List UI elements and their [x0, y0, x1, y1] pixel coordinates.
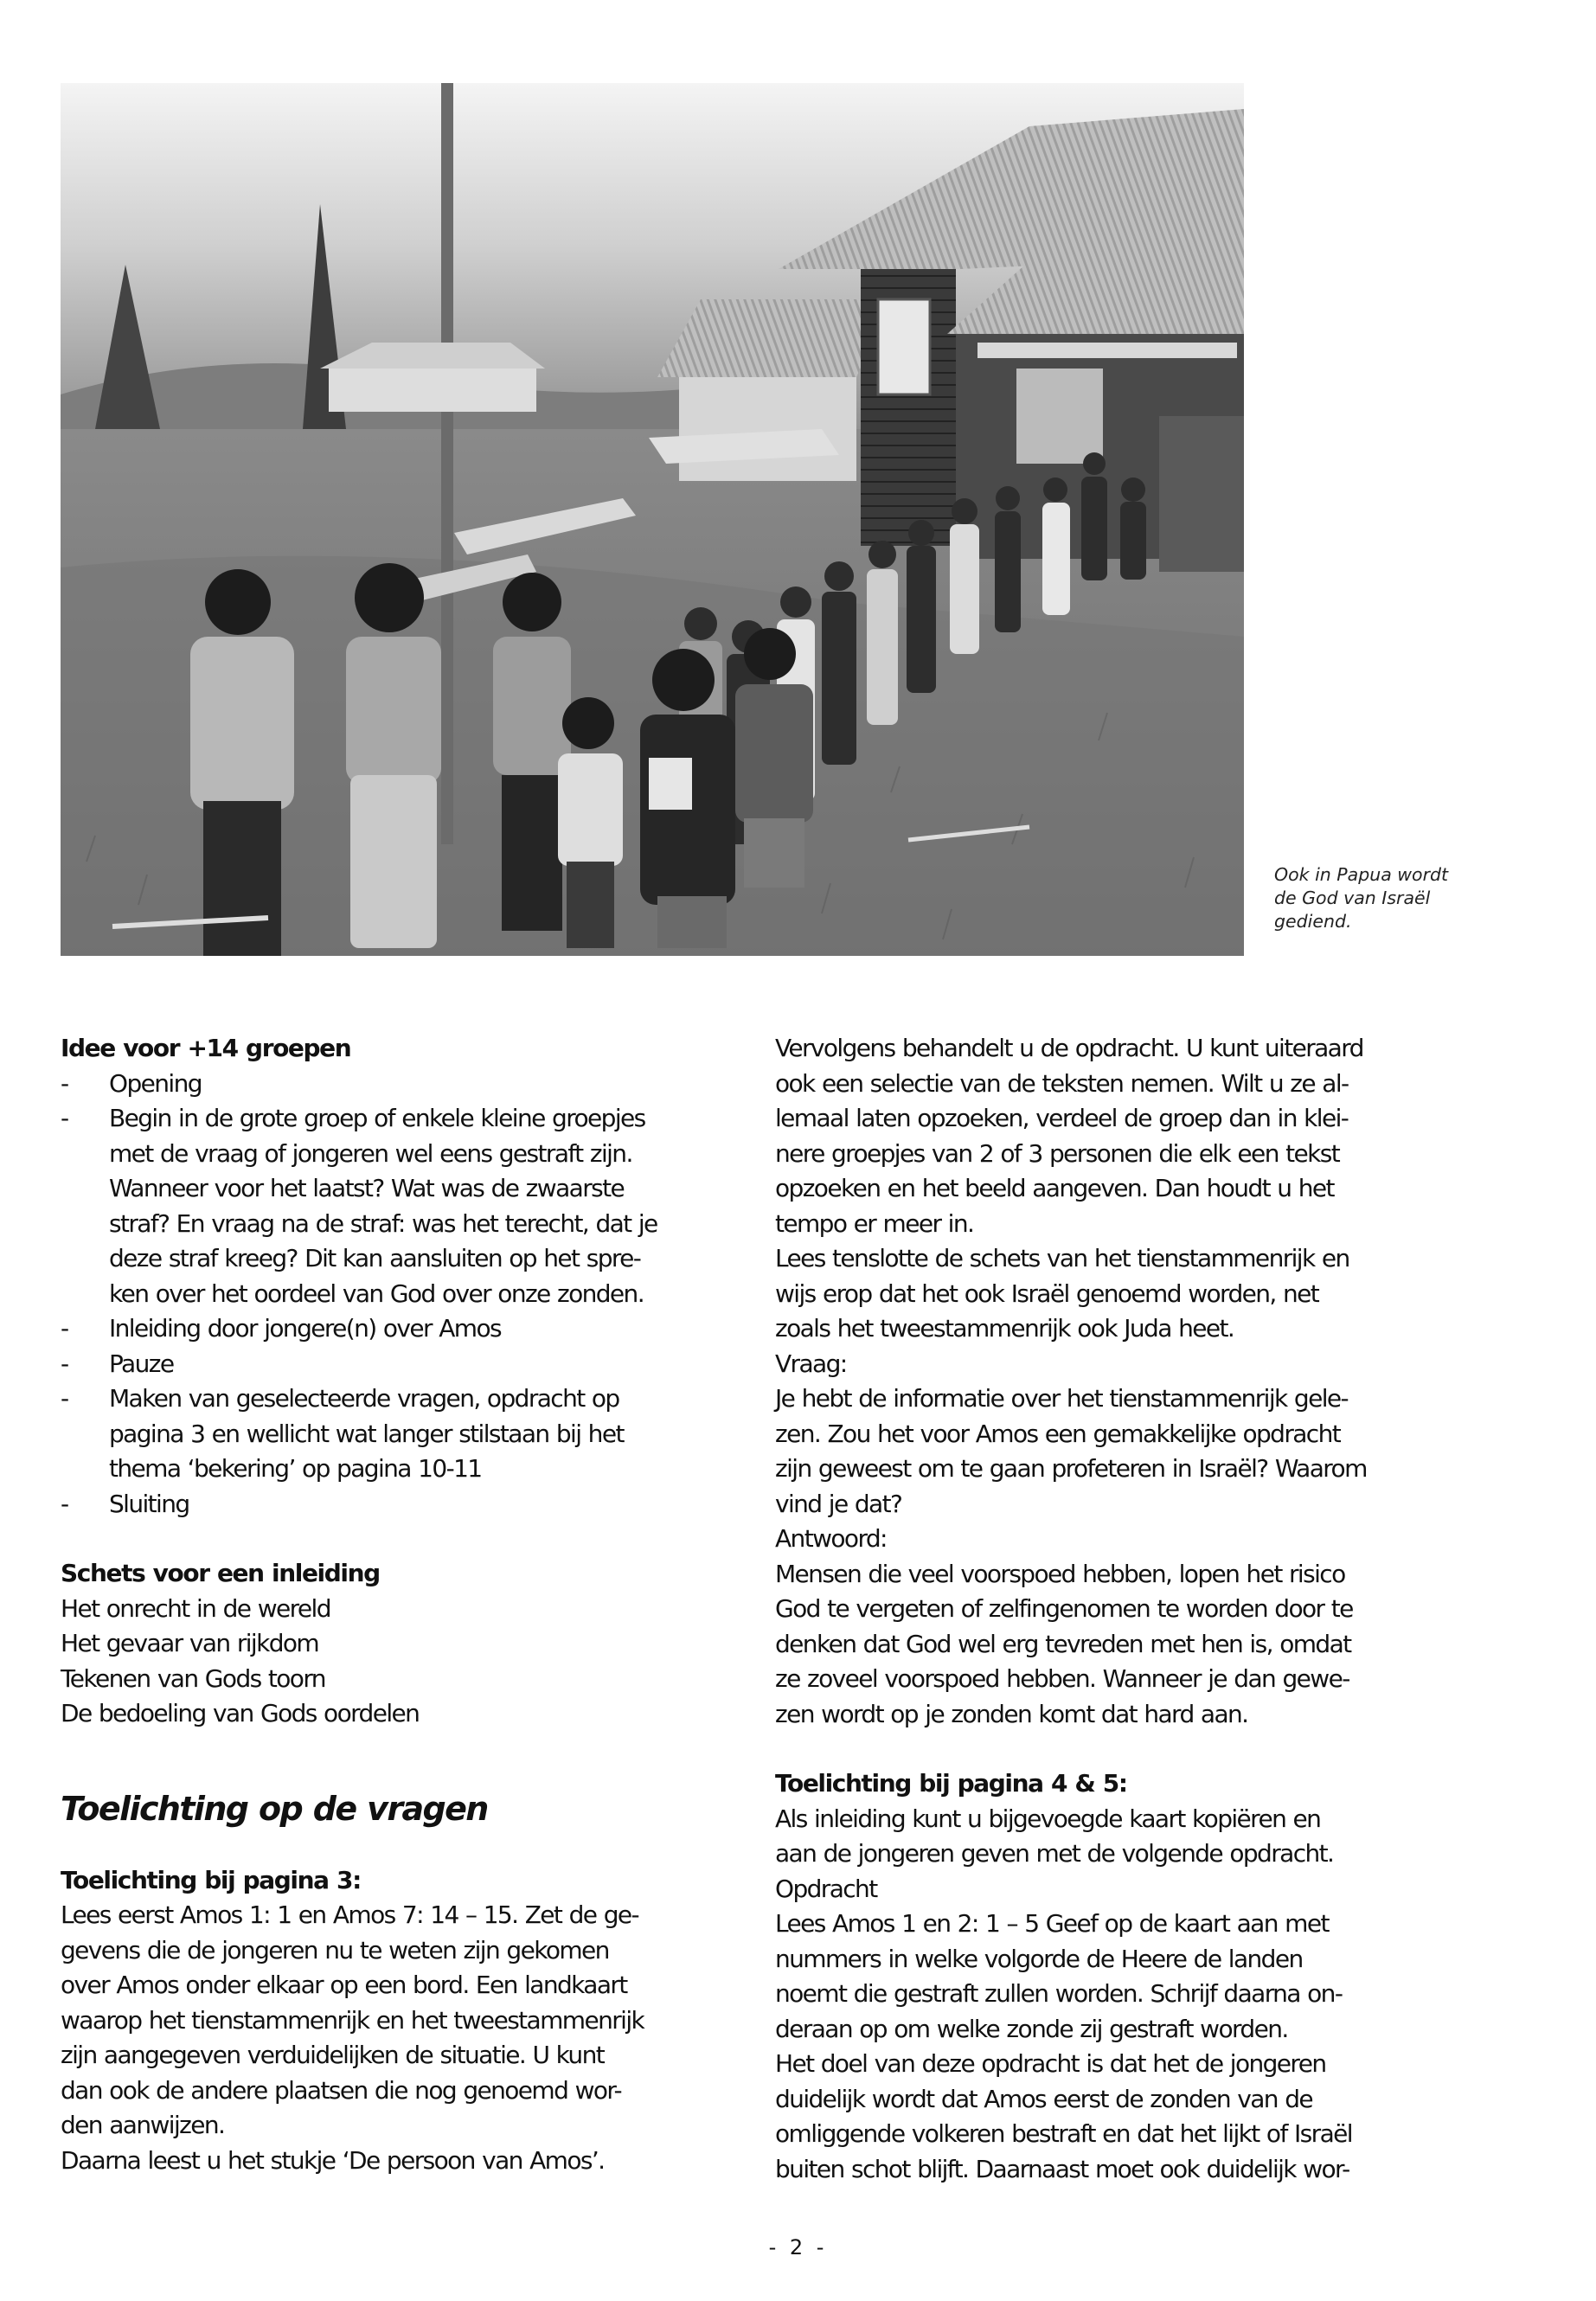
pagina45-heading: Toelichting bij pagina 4 & 5:: [775, 1769, 1127, 1798]
list-item: [61, 1487, 744, 1522]
list-item-text: Pauze: [109, 1349, 174, 1378]
paragraph-line: buiten schot blijft. Daarnaast moet ook duidelijk wor-: [775, 2154, 1349, 2183]
paragraph-line: Als inleiding kunt u bijgevoegde kaart kopiëren en: [775, 1804, 1321, 1833]
paragraph-line: Vervolgens behandelt u de opdracht. U kunt uiteraard: [775, 1034, 1363, 1062]
schets-line: Tekenen van Gods toorn: [61, 1663, 325, 1693]
bullet-dash: -: [61, 1314, 68, 1343]
left-column: [61, 1031, 744, 2178]
paragraph-line: zen. Zou het voor Amos een gemakkelijke opdracht: [775, 1419, 1341, 1448]
paragraph-line: noemt die gestraft zullen worden. Schrijf daarna on-: [775, 1979, 1343, 2008]
schets-line: Het onrecht in de wereld: [61, 1593, 330, 1623]
list-item: [61, 1101, 744, 1311]
veranda-rail: [1159, 416, 1244, 572]
list-item-text: Begin in de grote groep of enkele kleine groepjes: [109, 1104, 645, 1132]
paragraph-line: over Amos onder elkaar op een bord. Een landkaart: [61, 1971, 627, 1999]
right-column: [775, 1031, 1493, 2187]
paragraph-line: duidelijk wordt dat Amos eerst de zonden van de: [775, 2084, 1313, 2113]
paragraph-line: Daarna leest u het stukje ‘De persoon van Amos’.: [61, 2145, 605, 2175]
paragraph-line: gevens die de jongeren nu te weten zijn gekomen: [61, 1935, 609, 1965]
list-item-text: deze straf kreeg? Dit kan aansluiten op het spre-: [109, 1244, 641, 1272]
list-item-text: Maken van geselecteerde vragen, opdracht op: [109, 1384, 619, 1413]
list-item: [61, 1381, 744, 1487]
intro-text: [775, 1031, 1493, 1732]
pagina45-text: [775, 1802, 1493, 2188]
idee-list: [61, 1067, 744, 1522]
caption-line: gediend.: [1274, 911, 1352, 932]
list-item-text: Opening: [109, 1068, 202, 1098]
list-item-text: Inleiding door jongere(n) over Amos: [109, 1314, 501, 1343]
paragraph-line: Lees tenslotte de schets van het tienstammenrijk en: [775, 1244, 1349, 1272]
paragraph-line: Mensen die veel voorspoed hebben, lopen het risico: [775, 1559, 1345, 1588]
paragraph-line: waarop het tienstammenrijk en het tweestammenrijk: [61, 2005, 644, 2035]
wooden-pole: [441, 83, 453, 844]
paragraph-line: vind je dat?: [775, 1489, 902, 1518]
paragraph-line: omliggende volkeren bestraft en dat het lijkt of Israël: [775, 2119, 1352, 2148]
photo-caption: [1274, 863, 1534, 933]
paragraph-line: Je hebt de informatie over het tienstammenrijk gele-: [775, 1384, 1349, 1413]
paragraph-line: deraan op om welke zonde zij gestraft worden.: [775, 2014, 1288, 2043]
photo-illustration: [61, 83, 1244, 956]
page-number: - 2 -: [768, 2235, 828, 2259]
bullet-dash: -: [61, 1349, 68, 1378]
paragraph-line: Lees Amos 1 en 2: 1 – 5 Geef op de kaart aan met: [775, 1909, 1329, 1938]
opdracht-label: Opdracht: [775, 1874, 877, 1903]
answer-label: Antwoord:: [775, 1524, 887, 1553]
question-label: Vraag:: [775, 1349, 847, 1378]
paragraph-line: God te vergeten of zelfingenomen te worden door te: [775, 1594, 1353, 1623]
paragraph-line: zijn geweest om te gaan profeteren in Israël? Waarom: [775, 1454, 1367, 1483]
list-item: [61, 1347, 744, 1382]
paragraph-line: aan de jongeren geven met de volgende opdracht.: [775, 1839, 1334, 1868]
paragraph-line: dan ook de andere plaatsen die nog genoemd wor-: [61, 2075, 622, 2105]
idee-heading: Idee voor +14 groepen: [61, 1034, 351, 1062]
list-item-text: thema ‘bekering’ op pagina 10-11: [109, 1454, 482, 1483]
list-item: [61, 1311, 744, 1347]
paragraph-line: opzoeken en het beeld aangeven. Dan houdt u het: [775, 1174, 1334, 1202]
list-item-text: met de vraag of jongeren wel eens gestraft zijn.: [109, 1138, 632, 1168]
paragraph-line: lemaal laten opzoeken, verdeel de groep dan in klei-: [775, 1104, 1349, 1132]
list-item-text: ken over het oordeel van God over onze zonden.: [109, 1279, 644, 1308]
bullet-dash: -: [61, 1068, 68, 1098]
paragraph-line: denken dat God wel erg tevreden met hen is, omdat: [775, 1629, 1351, 1658]
list-item: [61, 1067, 744, 1102]
paragraph-line: nummers in welke volgorde de Heere de landen: [775, 1944, 1303, 1973]
paragraph-line: ook een selectie van de teksten nemen. Wilt u ze al-: [775, 1068, 1349, 1098]
paragraph-line: zoals het tweestammenrijk ook Juda heet.: [775, 1314, 1234, 1343]
schets-line: De bedoeling van Gods oordelen: [61, 1699, 420, 1727]
paragraph-line: zijn aangegeven verduidelijken de situatie. U kunt: [61, 2041, 605, 2069]
list-item-text: Sluiting: [109, 1489, 189, 1518]
pagina3-text: [61, 1898, 744, 2178]
paragraph-line: nere groepjes van 2 of 3 personen die elk een tekst: [775, 1138, 1340, 1168]
schets-heading: Schets voor een inleiding: [61, 1559, 380, 1587]
paragraph-line: Lees eerst Amos 1: 1 en Amos 7: 14 – 15. Zet de ge-: [61, 1900, 639, 1929]
list-item-text: straf? En vraag na de straf: was het terecht, dat je: [109, 1208, 657, 1238]
paragraph-line: wijs erop dat het ook Israël genoemd worden, net: [775, 1279, 1319, 1308]
paragraph-line: ze zoveel voorspoed hebben. Wanneer je dan gewe-: [775, 1664, 1349, 1693]
schets-line: Het gevaar van rijkdom: [61, 1629, 319, 1657]
paragraph-line: zen wordt op je zonden komt dat hard aan.: [775, 1699, 1248, 1728]
photo: [61, 83, 1244, 956]
bullet-dash: -: [61, 1384, 68, 1413]
list-item-text: pagina 3 en wellicht wat langer stilstaan bij het: [109, 1419, 624, 1448]
paragraph-line: den aanwijzen.: [61, 2111, 225, 2139]
caption-line: Ook in Papua wordt: [1274, 864, 1449, 885]
caption-line: de God van Israël: [1274, 888, 1431, 908]
pagina3-heading: Toelichting bij pagina 3:: [61, 1865, 361, 1894]
section-title: Toelichting op de vragen: [61, 1789, 488, 1828]
bullet-dash: -: [61, 1489, 68, 1518]
paragraph-line: tempo er meer in.: [775, 1208, 974, 1238]
schets-list: [61, 1592, 744, 1732]
paragraph-line: Het doel van deze opdracht is dat het de jongeren: [775, 2049, 1326, 2078]
bullet-dash: -: [61, 1104, 68, 1132]
list-item-text: Wanneer voor het laatst? Wat was de zwaarste: [109, 1174, 625, 1202]
